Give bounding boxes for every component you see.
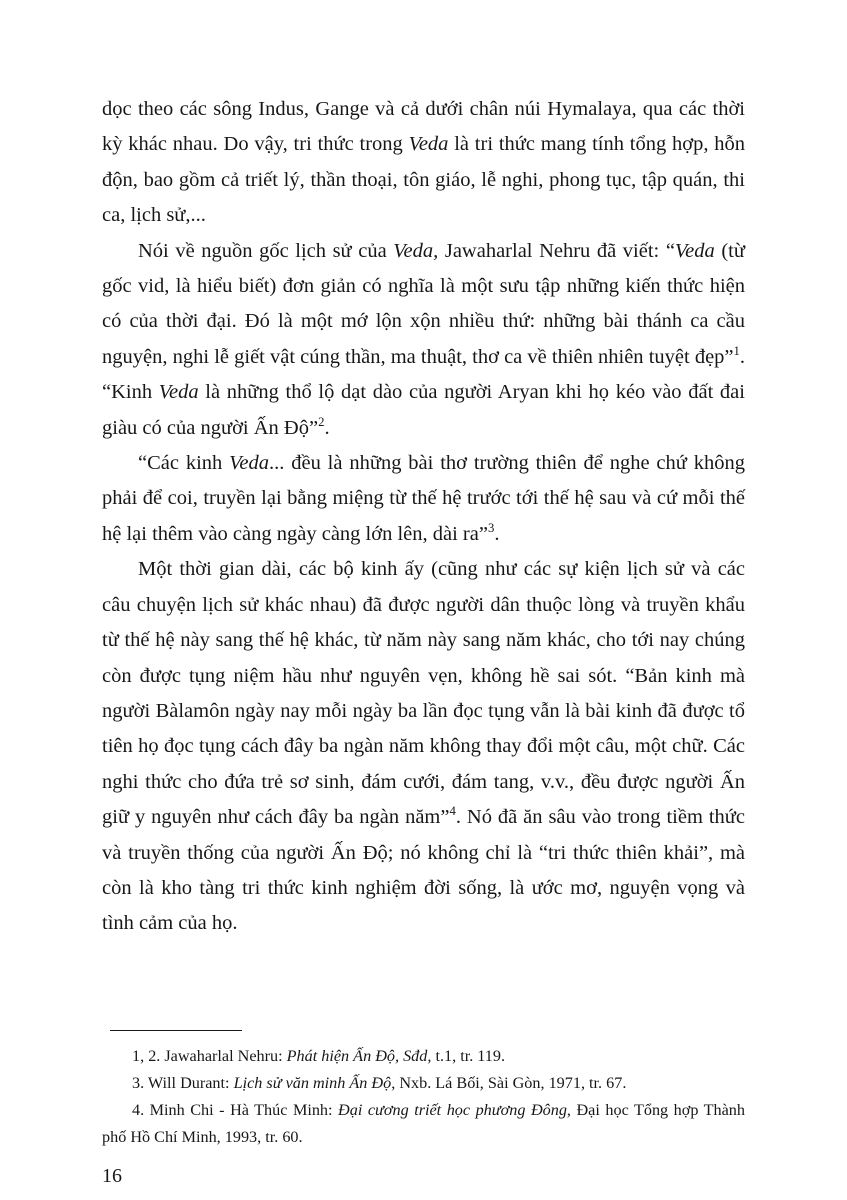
text-run: , Nxb. Lá Bối, Sài Gòn, 1971, tr. 67. [391,1074,627,1092]
footnote-list [102,1043,745,1151]
paragraph [102,552,745,941]
italic-run: Veda [674,239,715,262]
page-number: 16 [102,1165,122,1187]
text-run: là những thổ lộ dạt dào của người Aryan khi họ kéo vào đất đai giàu có của người Ấn Độ” [102,381,745,439]
italic-run: Veda [229,452,269,475]
paragraph [102,446,745,552]
italic-run: Veda [158,381,199,404]
text-run: “Các kinh [138,452,230,475]
footnote-section [102,1030,745,1151]
text-run: dọc theo các sông Indus, Gange và cả dưới chân núi Hymalaya, qua các thời kỳ khác nhau. Do vậy, tri thức trong [102,98,745,156]
text-run: 4. Minh Chi - Hà Thúc Minh: [132,1101,339,1119]
italic-run: Veda [408,133,449,156]
text-run: . [494,522,500,545]
footnote-separator-rule [110,1030,242,1031]
footnote-marker: 3 [487,521,495,536]
text-run: t.1, tr. 119. [431,1047,506,1065]
italic-run: Phát hiện Ấn Độ, Sđd, [286,1047,432,1065]
footnote-item [102,1097,745,1151]
text-run: . “Kinh [102,345,745,404]
text-run: ... đều là những bài thơ trường thiên để nghe chứ không phải để coi, truyền lại bằng miệng từ thế hệ trước tới thế hệ sau và cứ mỗi thế hệ lại thêm vào càng ngày càng lớn lên, dài ra” [102,452,745,545]
text-run: Jawaharlal Nehru đã viết: “ [438,239,675,262]
text-run: là tri thức mang tính tổng hợp, hỗn độn, bao gồm cả triết lý, thần thoại, tôn giáo, lễ nghi, phong tục, tập quán, thi ca, lịch sử,... [102,133,746,227]
italic-run: Đại cương triết học phương Đông [338,1101,567,1119]
body-text-block [102,92,745,942]
text-run: 3. Will Durant: [132,1074,234,1092]
footnote-marker: 1 [733,344,740,359]
paragraph [102,92,745,234]
paragraph [102,234,745,446]
text-run: Nói về nguồn gốc lịch sử của [138,239,394,262]
text-run: 1, 2. Jawaharlal Nehru: [132,1047,287,1065]
footnote-item [102,1070,745,1097]
text-run: (từ gốc vid, là hiểu biết) đơn giản có nghĩa là một sưu tập những kiến thức hiện có của thời đại. Đó là một mớ lộn xộn nhiều thứ: những bài thánh ca cầu nguyện, nghi lễ giết vật cúng thần, ma thuật, thơ ca về thiên nhiên tuyệt đẹp” [102,239,745,368]
text-run: . Nó đã ăn sâu vào trong tiềm thức và truyền thống của người Ấn Độ; nó không chỉ là “tri thức thiên khải”, mà còn là kho tàng tri thức kinh nghiệm đời sống, là ước mơ, nguyện vọng và tình cảm của họ. [102,806,745,935]
footnote-item [102,1043,745,1070]
italic-run: Lịch sử văn minh Ấn Độ [233,1074,392,1092]
text-run: Một thời gian dài, các bộ kinh ấy (cũng như các sự kiện lịch sử và các câu chuyện lịch sử khác nhau) đã được người dân thuộc lòng và truyền khẩu từ thế hệ này sang thế hệ khác, từ năm này sang năm khác, cho tới nay chúng còn được tụng niệm hầu như nguyên vẹn, không hề sai sót. “Bản kinh mà người Bàlamôn ngày nay mỗi ngày ba lần đọc tụng vẫn là bài kinh đã được tổ tiên họ đọc tụng cách đây ba ngàn năm không thay đổi một câu, một chữ. Các nghi thức cho đứa trẻ sơ sinh, đám cưới, đám tang, v.v., đều được người Ấn giữ y nguyên như cách đây ba ngàn năm” [102,558,745,829]
italic-run: Veda, [393,239,439,262]
text-run: , Đại học Tổng hợp Thành phố Hồ Chí Minh, 1993, tr. 60. [102,1101,745,1146]
text-run: . [324,416,330,439]
footnote-marker: 4 [449,804,456,819]
footnote-marker: 2 [318,414,325,429]
